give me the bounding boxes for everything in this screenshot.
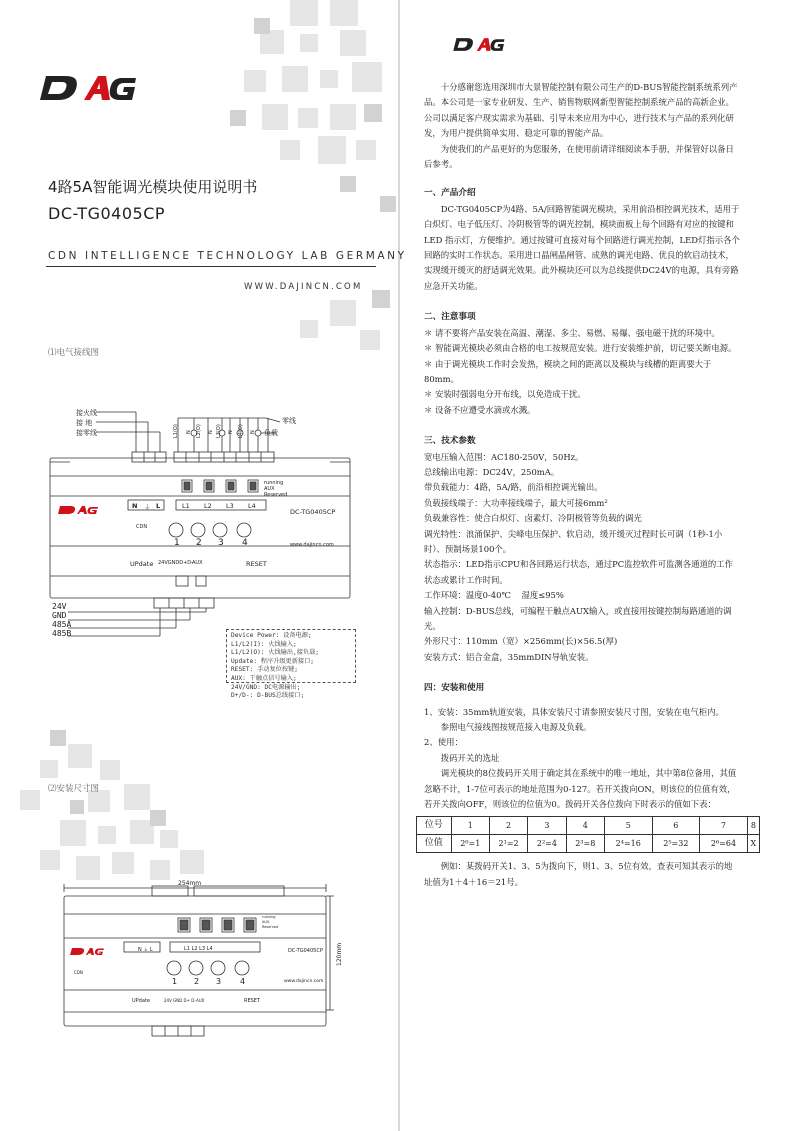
svg-text:L1 L2 L3 L4: L1 L2 L3 L4 — [184, 946, 213, 952]
channel-tag: N — [250, 430, 256, 434]
wiring-legend — [226, 629, 356, 700]
legend-line: RESET: 手动复位按键; — [231, 666, 298, 674]
legend-line: AUX: 干触点信号输入; — [231, 674, 297, 682]
button-number-3: 3 — [218, 538, 224, 548]
wire-label-neutral: 接零线 — [76, 429, 97, 437]
out-tag-l4: L4 — [248, 502, 256, 510]
width-dimension: 254mm — [178, 880, 202, 887]
install-step-2b: 调光模块的8位拨码开关用于确定其在系统中的唯一地址，其中第8位备用，其值忽略不计，1-7位可表示的地址范围为0-127。若开关拨向ON，则该位的位值有效，若开关拨向OFF，则该位的位值为0。拨码开关各位拨向下时表示的值如下表： — [424, 768, 737, 810]
svg-text:3: 3 — [216, 977, 222, 986]
table-cell: 2³=8 — [566, 835, 604, 853]
svg-text:CDN: CDN — [74, 970, 83, 975]
button-number-4: 4 — [242, 538, 248, 548]
channel-tag: N — [186, 430, 192, 434]
dimension-section-label: ⑵安装尺寸图 — [48, 784, 100, 794]
param-item: 状态指示：LED指示CPU和各回路运行状态，通过PC监控软件可监测各通道的工作状态或累计工作时间。 — [424, 559, 734, 585]
table-cell: 1 — [451, 817, 489, 835]
svg-text:Reserved: Reserved — [262, 925, 279, 929]
terminal-gnd: GND — [52, 611, 67, 620]
wiring-section-label: ⑴电气接线图 — [48, 348, 100, 358]
svg-text:1: 1 — [172, 977, 178, 986]
table-cell: 3 — [528, 817, 566, 835]
model-number: DC-TG0405CP — [48, 204, 166, 223]
table-cell: 位值 — [417, 835, 452, 853]
table-cell: 2⁵=32 — [652, 835, 700, 853]
svg-text:AUX: AUX — [262, 920, 270, 924]
param-item: 调光特性：浪涌保护、尖峰电压保护、软启动，缓开缓灭过程时长可调（1秒-1小时）、预制场景100个。 — [424, 528, 723, 554]
manual-title: 4路5A智能调光模块使用说明书 — [48, 178, 258, 196]
section-3-title: 三、技术参数 — [424, 436, 476, 447]
reset-label: RESET — [246, 560, 267, 568]
table-cell: 2 — [489, 817, 527, 835]
update-label: UPdate — [130, 560, 154, 568]
table-cell: 2⁴=16 — [604, 835, 652, 853]
intro-paragraph-2: 为使我们的产品更好的为您服务，在使用前请详细阅读本手册，并保管好以备日后参考。 — [424, 143, 734, 170]
legend-line: 24V/GND: DC电源输出; — [231, 683, 301, 691]
table-cell: 5 — [604, 817, 652, 835]
terminal-485a: 485A — [52, 620, 72, 629]
top-status-3: Reserved — [264, 492, 288, 498]
table-row — [417, 817, 760, 835]
out-tag-l3: L3 — [226, 502, 234, 510]
svg-text:DC-TG0405CP: DC-TG0405CP — [288, 948, 323, 954]
height-dimension: 120mm — [336, 942, 343, 966]
section-4-title: 四：安装和使用 — [424, 683, 485, 694]
aux-label: AUX — [192, 560, 203, 566]
svg-text:AUX: AUX — [196, 998, 205, 1003]
svg-text:4: 4 — [240, 977, 246, 986]
button-number-2: 2 — [196, 538, 202, 548]
table-cell: 7 — [700, 817, 748, 835]
section-2-title: 二、注意事项 — [424, 312, 476, 323]
fold-line — [398, 0, 400, 1131]
tagline-rule — [46, 266, 376, 267]
note-item: ＊ 由于调光模块工作时会发热，模块之间的距离以及模块与线槽的距离要大于80mm。 — [424, 358, 712, 384]
install-step-2: 2、使用： — [424, 737, 463, 748]
dip-switch-table — [416, 816, 760, 853]
table-cell: 8 — [747, 817, 759, 835]
table-cell: 2¹=2 — [489, 835, 527, 853]
svg-text:24V GND D+ D-: 24V GND D+ D- — [164, 998, 196, 1003]
button-number-1: 1 — [174, 538, 180, 548]
svg-text:2: 2 — [194, 977, 200, 986]
wire-label-live: 接火线 — [76, 409, 97, 417]
table-cell: 2²=4 — [528, 835, 566, 853]
wire-label-load: 负载 — [264, 429, 278, 437]
device-website: www.dajincn.com — [290, 542, 334, 548]
param-item: 带负载能力：4路，5A/路，前沿相控调光输出。 — [424, 482, 603, 493]
param-item: 总线输出电源：DC24V，250mA。 — [424, 466, 560, 477]
input-tag-l: L — [156, 502, 161, 510]
table-cell: X — [747, 835, 759, 853]
dag-logo — [40, 72, 144, 102]
dimension-diagram — [60, 878, 350, 1048]
channel-tag: L4(O) — [238, 424, 244, 438]
channel-tag: N — [208, 430, 214, 434]
tagline: CDN INTELLIGENCE TECHNOLOGY LAB GERMANY — [48, 250, 407, 262]
table-cell: 2⁶=64 — [700, 835, 748, 853]
rgb-label: CDN — [136, 524, 148, 530]
table-row — [417, 835, 760, 853]
channel-tag: N — [228, 430, 234, 434]
install-step-1b: 参照电气接线图按规范接入电源及负载。 — [440, 722, 592, 733]
table-cell: 2⁰=1 — [451, 835, 489, 853]
svg-text:www.dajincn.com: www.dajincn.com — [284, 979, 324, 984]
bus-tags: 24VGNDD+D- — [158, 560, 193, 566]
device-name-plate: DC-TG0405CP — [290, 508, 336, 516]
note-item: ＊ 安装时强弱电分开布线，以免造成干扰。 — [424, 389, 586, 400]
channel-tag: L3(O) — [216, 424, 222, 438]
input-tag-n: N — [132, 502, 138, 510]
section-1-title: 一、产品介绍 — [424, 188, 476, 199]
out-tag-l2: L2 — [204, 502, 212, 510]
table-cell: 位号 — [417, 817, 452, 835]
manual-body — [424, 80, 757, 890]
param-item: 负载接线端子：大功率接线端子，最大可接6mm² — [424, 497, 608, 508]
param-item: 工作环境：温度0-40℃ 湿度≤95% — [424, 590, 564, 601]
terminal-24v: 24V — [52, 602, 67, 611]
note-item: ＊ 智能调光模块必须由合格的电工按规范安装。进行安装维护前，切记要关断电源。 — [424, 343, 737, 354]
install-step-2a: 拨码开关的选址 — [440, 752, 500, 763]
svg-text:running: running — [262, 915, 276, 919]
param-item: 安装方式：铝合金盒，35mmDIN导轨安装。 — [424, 651, 594, 662]
legend-line: Device Power: 设备电源; — [231, 632, 312, 639]
legend-line: L1/L2(O): 火线输出,接负载; — [231, 649, 320, 657]
dag-logo-small — [452, 36, 510, 52]
input-tag-ground: ⏚ — [144, 503, 151, 511]
wire-label-neutral-right: 零线 — [282, 417, 296, 425]
svg-text:RESET: RESET — [244, 998, 261, 1004]
legend-line: Update: 程序升级更新接口; — [231, 657, 315, 665]
table-cell: 4 — [566, 817, 604, 835]
cover-website: WWW.DAJINCN.COM — [244, 282, 363, 292]
channel-tag: L2(O) — [196, 424, 202, 438]
param-item: 外形尺寸：110mm（宽）×256mm(长)×56.5(厚) — [424, 636, 618, 647]
svg-text:N ⏚ L: N ⏚ L — [138, 947, 153, 953]
table-cell: 6 — [652, 817, 700, 835]
legend-line: L1/L2(I): 火线输入; — [231, 640, 297, 648]
top-status-1: running — [264, 480, 284, 486]
terminal-485b: 485B — [52, 629, 72, 638]
param-item: 负载兼容性：使合白炽灯、卤素灯、冷阴极管等负载的调光 — [424, 513, 642, 524]
top-status-2: AUX — [264, 486, 275, 492]
note-item: ＊ 设备不应遭受水滴或水溅。 — [424, 404, 536, 415]
note-item: ＊ 请不要将产品安装在高温、潮湿、多尘、易燃、易爆、强电磁干扰的环境中。 — [424, 327, 720, 338]
section-1-body: DC-TG0405CP为4路、5A/回路智能调光模块，采用前沿相控调光技术，适用于白炽灯、电子低压灯、冷阴极管等的调光控制，模块面板上每个回路有对应的按键和LED 指示灯，方便维护。通过按键可直接对每个回路进行调光控制，LED灯指示各个回路的实时工作状态。采用进口晶闸晶闸管、成熟的调光电路、优良的软启动技术，实现缓开缓灭的舒适调光效果。此外模块还可以为总线提供DC24V的电源，具有旁路应急开关功能。 — [424, 203, 740, 291]
svg-text:UPdate: UPdate — [132, 998, 150, 1004]
wire-label-ground: 接 地 — [76, 419, 93, 427]
legend-line: D+/D-: D-BUS总线接口; — [231, 692, 305, 700]
channel-tag: L1(O) — [173, 424, 179, 438]
param-item: 输入控制：D-BUS总线，可编程干触点AUX输入，或直接用按键控制每路通道的调光。 — [424, 605, 732, 631]
out-tag-l1: L1 — [182, 502, 190, 510]
intro-paragraph-1: 十分感谢您选用深圳市大景智能控制有限公司生产的D-BUS智能控制系统系列产品。本公司是一家专业研发、生产、销售物联网新型智能控制系统产品的高新企业。公司以满足客户现实需求为基础、引导未来应用为中心，进行技术与产品的系列化研发，为用户提供简单实用、稳定可靠的智能产品。 — [424, 82, 738, 139]
install-step-1: 1、安装：35mm轨道安装，具体安装尺寸请参照安装尺寸图，安装在电气柜内。 — [424, 706, 724, 717]
param-item: 宽电压输入范围：AC180-250V，50Hz。 — [424, 451, 584, 462]
example-paragraph: 例如：某拨码开关1、3、5为拨向下，则1、3、5位有效，查表可知其表示的地址值为1＋4＋16＝21号。 — [424, 861, 733, 887]
